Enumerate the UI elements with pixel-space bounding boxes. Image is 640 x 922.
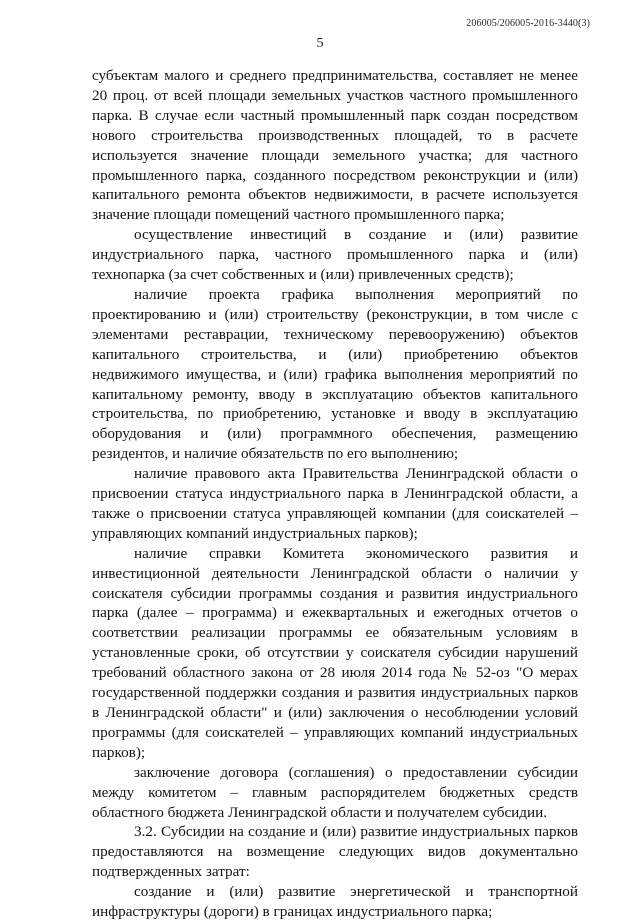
- paragraph-certificate: наличие справки Комитета экономического развития и инвестиционной деятельности Ленинградской области о наличии у соискателя субсидии программы создания и развития индустриального парка (далее – программа) и ежеквартальных и ежегодных отчетов о соответствии реализации программы ее обязательным условиям в установленные сроки, об отсутствии у соискателя субсидии нарушений требований областного закона от 28 июля 2014 года № 52-оз "О мерах государственной поддержки создания и развития индустриальных парков в Ленинградской области" и (или) заключения о несоблюдении условий программы (для соискателей – управляющих компаний индустриальных парков);: [92, 544, 578, 761]
- page-number: 5: [316, 36, 324, 51]
- paragraph-investment: осуществление инвестиций в создание и (или) развитие индустриального парка, частного промышленного парка и (или) технопарка (за счет собственных и (или) привлеченных средств);: [92, 226, 578, 284]
- document-body: [92, 66, 578, 922]
- paragraph-infrastructure: создание и (или) развитие энергетической и транспортной инфраструктуры (дороги) в границах индустриального парка;: [92, 883, 578, 921]
- paragraph-schedule: наличие проекта графика выполнения мероприятий по проектированию и (или) строительству (реконструкции, в том числе с элементами реставрации, техническому перевооружению) объектов капитального строительства, и (или) приобретению объектов недвижимого имущества, и (или) графика выполнения мероприятий по капитальному ремонту, вводу в эксплуатацию объектов капитального строительства, по приобретению, установке и вводу в эксплуатацию оборудования и (или) программного обеспечения, размещению резидентов, и наличие обязательств по его выполнению;: [92, 285, 578, 463]
- paragraph-legal-act: наличие правового акта Правительства Ленинградской области о присвоении статуса индустриального парка в Ленинградской области, а также о присвоении статуса управляющей компании (для соискателей – управляющих компаний индустриальных парков);: [92, 465, 578, 542]
- paragraph-agreement: заключение договора (соглашения) о предоставлении субсидии между комитетом – главным распорядителем бюджетных средств областного бюджета Ленинградской области и получателем субсидии.: [92, 763, 578, 821]
- paragraph-section-3-2: 3.2. Субсидии на создание и (или) развитие индустриальных парков предоставляются на возмещение следующих видов документально подтвержденных затрат:: [92, 823, 578, 881]
- document-code: 206005/206005-2016-3440(3): [466, 18, 590, 29]
- paragraph-continuation: субъектам малого и среднего предпринимательства, составляет не менее 20 проц. от всей площади земельных участков частного промышленного парка. В случае если частный промышленный парк создан посредством нового строительства производственных площадей, то в расчете используется значение площади земельного участка; для частного промышленного парка, созданного посредством реконструкции и (или) капитального ремонта объектов недвижимости, в расчете используется значение площади помещений частного промышленного парка;: [92, 67, 578, 224]
